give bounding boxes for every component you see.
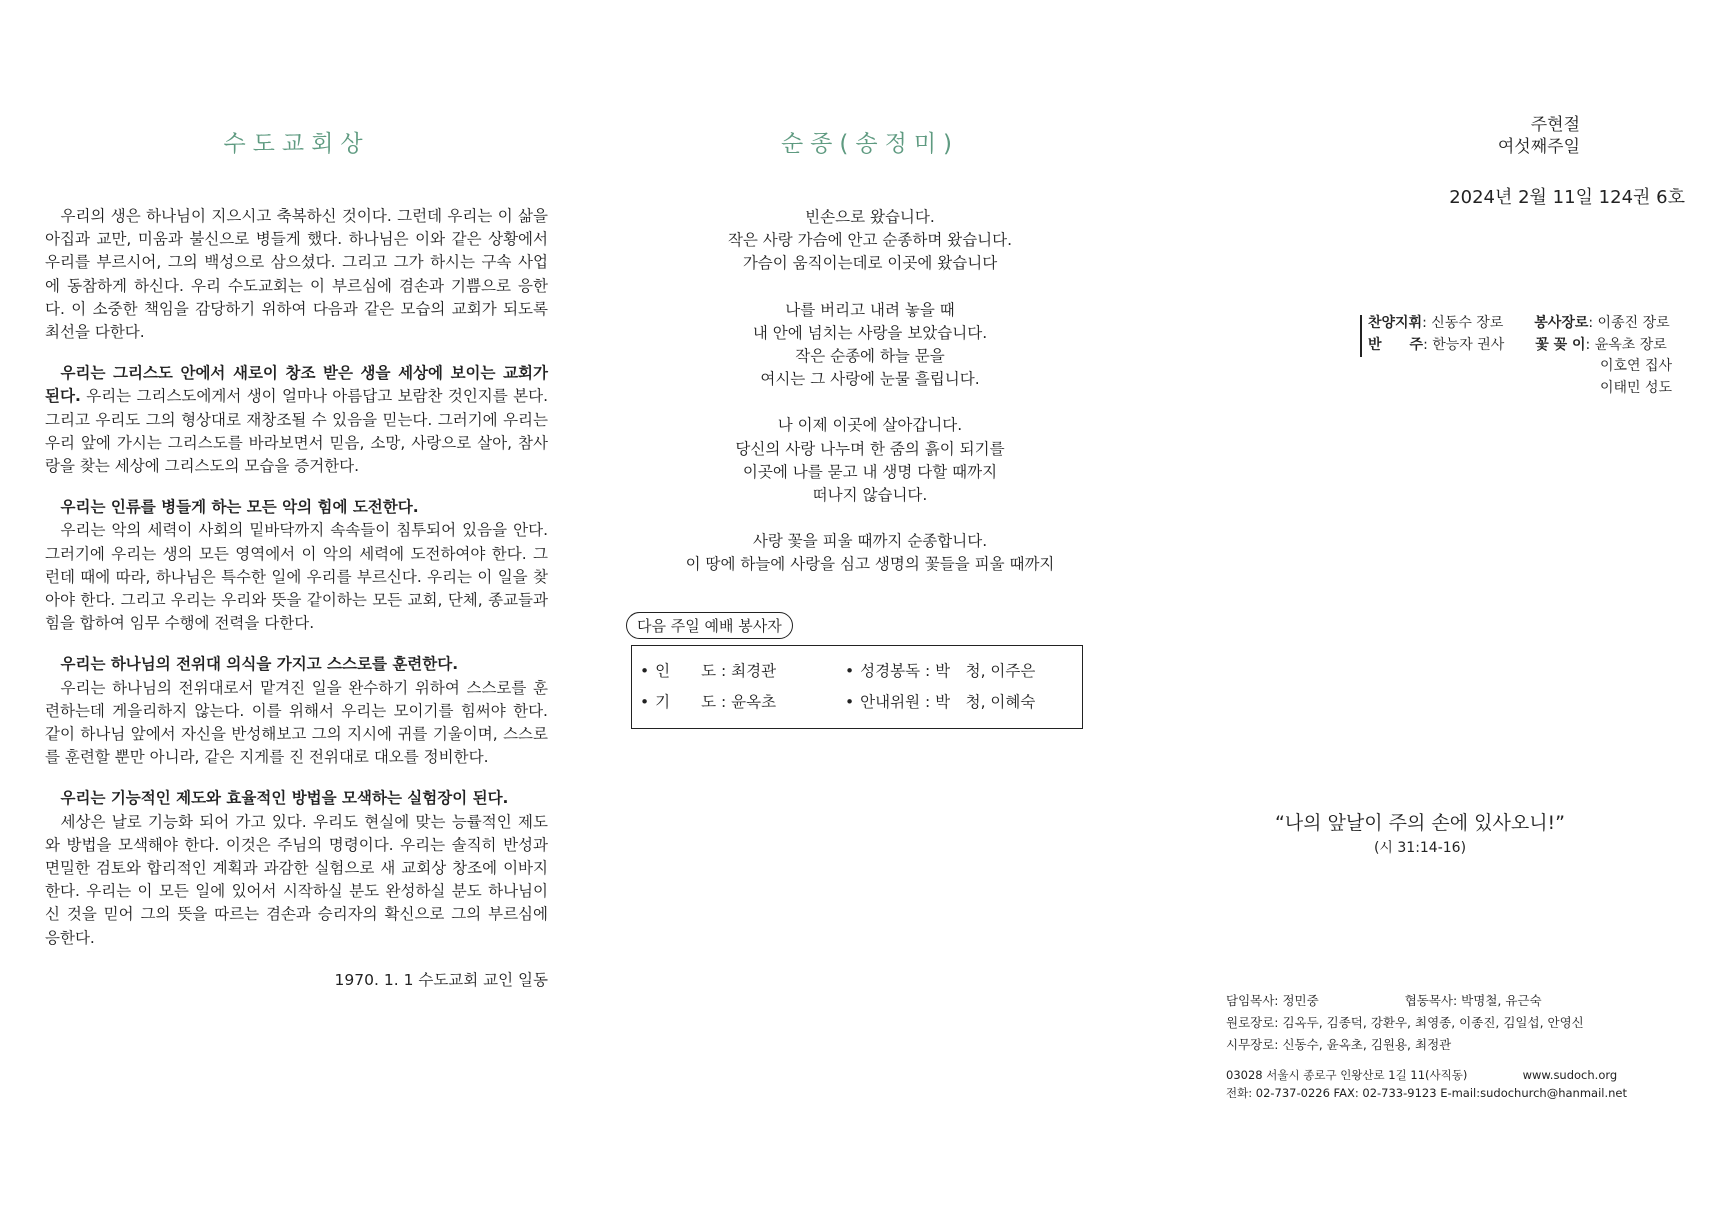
verse-text: “나의 앞날이 주의 손에 있사오니!” — [1274, 812, 1566, 834]
lyrics-stanza — [620, 414, 1120, 507]
lyrics-line: 당신의 사랑 나누며 한 줌의 흙이 되기를 — [735, 439, 1005, 458]
lyrics-line: 빈손으로 왔습니다. — [805, 208, 935, 226]
church-address: 03028 서울시 종로구 인왕산로 1길 11(사직동) — [1226, 1068, 1468, 1082]
creed-heading: 수도교회상 — [223, 131, 370, 157]
flower-value: : 윤옥초 장로 — [1585, 336, 1667, 353]
lyrics-line: 가슴이 움직이는데로 이곳에 왔습니다 — [742, 254, 998, 273]
lyrics-stanza — [620, 299, 1120, 392]
server-preacher: 인 도 : 최경관 — [655, 662, 777, 680]
bulletin-date: 2024년 2월 11일 124권 6호 — [1449, 187, 1685, 208]
bullet-icon: • — [640, 693, 650, 711]
creed-body-1: 우리는 그리스도에게서 생이 얼마나 아름답고 보람찬 것인지를 본다. 그리고 우리도 그의 형상대로 재창조될 수 있음을 믿는다. 그러기에 우리는 우리 앞에 가시는 그리스도를 바라보면서 믿음, 소망, 사랑으로 살아, 참사랑을 찾는 세상에 그리스도의 모습을 증거한다. — [45, 387, 548, 476]
server-ushers: 안내위원 : 박 청, 이혜숙 — [860, 693, 1036, 711]
associate-pastors: 협동목사: 박명철, 유근숙 — [1404, 993, 1542, 1008]
lyrics-line: 이 땅에 하늘에 사랑을 심고 생명의 꽃들을 피울 때까지 — [685, 555, 1055, 574]
choir-value: : 신동수 장로 — [1422, 315, 1504, 331]
accompanist-label: 반 주 — [1368, 336, 1424, 353]
service-elder-value: : 이종진 장로 — [1588, 315, 1670, 331]
creed-lead-4: 우리는 기능적인 제도와 효율적인 방법을 모색하는 실험장이 된다. — [60, 789, 509, 808]
hymn-heading: 순종(송정미) — [780, 131, 960, 157]
creed-paragraph-4 — [45, 787, 548, 949]
next-week-servers-box — [631, 645, 1083, 729]
creed-intro: 우리의 생은 하나님이 지으시고 축복하신 것이다. 그런데 우리는 이 삶을 아집과 교만, 미움과 불신으로 병들게 했다. 하나님은 이와 같은 상황에서 우리를 부르시어, 그의 백성으로 삼으셨다. 그리고 그가 하시는 구속 사업에 동참하게 하신다. 우리 수도교회는 이 부르심에 겸손과 기쁨으로 응한다. 이 소중한 책임을 감당하기 위하여 다음과 같은 모습의 교회가 되도록 최선을 다한다. — [45, 207, 548, 342]
creed-lead-3: 우리는 하나님의 전위대 의식을 가지고 스스로를 훈련한다. — [60, 655, 459, 674]
bullet-icon: • — [640, 662, 650, 680]
servers-row-1 — [640, 659, 1035, 681]
creed-paragraph-3 — [45, 653, 548, 769]
lyrics-line: 떠나지 않습니다. — [812, 486, 928, 505]
creed-section — [45, 125, 548, 990]
bullet-icon: • — [845, 662, 855, 680]
creed-signature: 1970. 1. 1 수도교회 교인 일동 — [334, 970, 548, 989]
verse-reference: (시 31:14-16) — [1373, 840, 1467, 856]
flower-label: 꽃 꽂 이 — [1535, 336, 1586, 353]
creed-body-3: 우리는 하나님의 전위대로서 맡겨진 일을 완수하기 위하여 스스로를 훈련하는데 게을리하지 않는다. 이를 위해서 우리는 모이기를 힘써야 한다. 같이 하나님 앞에서 자신을 반성해보고 그의 지시에 귀를 기울이며, 스스로를 훈련할 뿐만 아니라, 같은 지게를 진 전위대로 대오를 정비한다. — [45, 678, 548, 767]
church-website[interactable]: www.sudoch.org — [1522, 1068, 1618, 1082]
creed-body-4: 세상은 날로 기능화 되어 가고 있다. 우리도 현실에 맞는 능률적인 제도와 방법을 모색해야 한다. 이것은 주님의 명령이다. 우리는 솔직히 반성과 면밀한 검토와 합리적인 계획과 과감한 실험으로 새 교회상 창조에 이바지한다. 우리는 이 모든 일에 있어서 시작하실 분도 완성하실 분도 하나님이신 것을 믿어 그의 뜻을 따르는 겸손과 승리자의 확신으로 그의 부르심에 응한다. — [45, 812, 548, 947]
lyrics-line: 작은 사랑 가슴에 안고 순종하며 왔습니다. — [727, 231, 1013, 250]
next-week-servers-label: 다음 주일 예배 봉사자 — [626, 612, 793, 639]
server-prayer: 기 도 : 윤옥초 — [655, 693, 777, 711]
lyrics-line: 이곳에 나를 묻고 내 생명 다할 때까지 — [742, 462, 998, 481]
elders-emeritus: 원로장로: 김옥두, 김종덕, 강환우, 최영종, 이종진, 김일섭, 안영신 — [1226, 1015, 1584, 1030]
church-contact: 전화: 02-737-0226 FAX: 02-733-9123 E-mail:sudochurch@hanmail.net — [1226, 1086, 1628, 1100]
elders-active: 시무장로: 신동수, 윤옥초, 김원용, 최정관 — [1226, 1037, 1452, 1052]
season-title: 주현절 — [1530, 115, 1580, 135]
season-week: 여섯째주일 — [1497, 137, 1580, 157]
lyrics-line: 내 안에 넘치는 사랑을 보았습니다. — [752, 323, 988, 342]
flower-extra-2: 이태민 성도 — [1600, 379, 1673, 396]
lyrics-stanza — [620, 530, 1120, 576]
creed-lead-1: 우리는 그리스도 안에서 새로이 창조 받은 생을 세상에 보이는 교회가 된다. — [45, 364, 548, 406]
flower-extra-1: 이호연 집사 — [1600, 358, 1673, 374]
bullet-icon: • — [845, 693, 855, 711]
server-reading: 성경봉독 : 박 청, 이주은 — [860, 662, 1036, 680]
creed-body-2: 우리는 악의 세력이 사회의 밑바닥까지 속속들이 침투되어 있음을 안다. 그러기에 우리는 생의 모든 영역에서 이 악의 세력에 도전하여야 한다. 그런데 때에 따라, 하나님은 특수한 일에 우리를 부르신다. 우리는 이 일을 찾아야 한다. 그리고 우리는 우리와 뜻을 같이하는 모든 교회, 단체, 종교들과 힘을 합하여 임무 수행에 전력을 다한다. — [45, 521, 548, 633]
creed-paragraph-2 — [45, 496, 548, 635]
lyrics-line: 여시는 그 사랑에 눈물 흘립니다. — [760, 370, 980, 389]
lyrics-line: 작은 순종에 하늘 문을 — [795, 347, 945, 366]
creed-lead-2: 우리는 인류를 병들게 하는 모든 악의 힘에 도전한다. — [60, 498, 419, 517]
hymn-section — [620, 125, 1120, 600]
worship-staff — [1360, 313, 1672, 399]
service-elder-label: 봉사장로 — [1534, 315, 1589, 331]
hymn-lyrics — [620, 206, 1120, 577]
lyrics-line: 나 이제 이곳에 살아갑니다. — [777, 416, 963, 435]
accompanist-value: : 한능자 권사 — [1423, 336, 1505, 353]
scripture-verse — [1250, 808, 1590, 857]
servers-row-2 — [640, 690, 1035, 712]
creed-body — [45, 205, 548, 950]
lyrics-line: 사랑 꽃을 피울 때까지 순종합니다. — [752, 532, 988, 551]
senior-pastor: 담임목사: 정민중 — [1226, 993, 1319, 1008]
lyrics-stanza — [620, 206, 1120, 276]
liturgical-season — [1420, 114, 1580, 158]
choir-label: 찬양지휘 — [1368, 315, 1423, 331]
church-footer — [1226, 990, 1627, 1102]
creed-paragraph-1 — [45, 362, 548, 478]
lyrics-line: 나를 버리고 내려 놓을 때 — [785, 300, 955, 319]
